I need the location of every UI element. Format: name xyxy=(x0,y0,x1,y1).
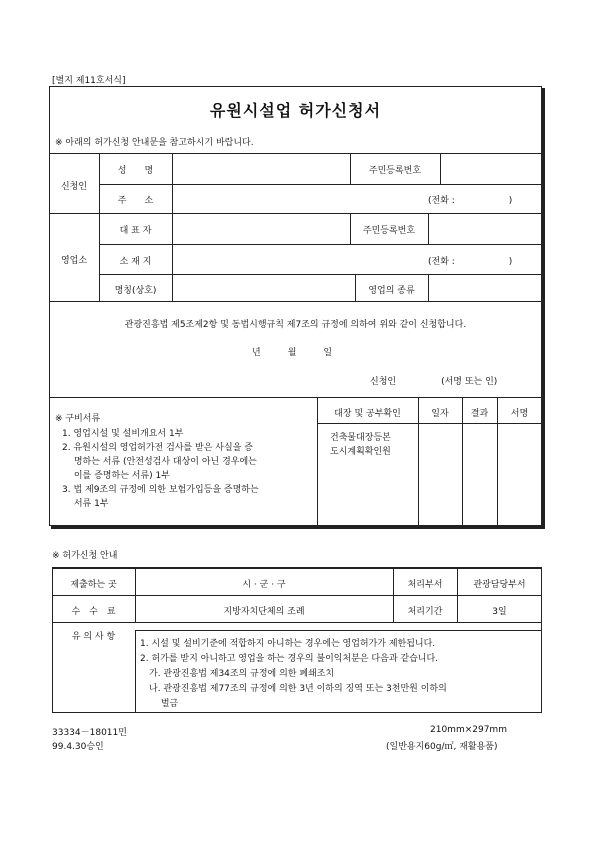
representative-label: 대 표 자 xyxy=(119,226,152,236)
notice-text: ※ 아래의 허가신청 안내문을 참고하시기 바랍니다. xyxy=(55,138,254,148)
document-item: 이를 증명하는 서류) 1부 xyxy=(62,471,170,481)
applicant-address-field[interactable] xyxy=(174,186,424,211)
statement-text: 관광진흥법 제5조제2항 및 동법시행규칙 제7조의 규정에 의하여 위와 같이 신청합니다. xyxy=(124,320,467,330)
form-code: [별지 제11호서식] xyxy=(52,76,126,86)
applicant-rrn-field[interactable] xyxy=(442,155,540,182)
business-rrn-field[interactable] xyxy=(430,215,540,242)
footer-paper-type: (일반용지60g/㎡, 재활용품) xyxy=(386,742,498,752)
business-name-label: 명칭(상호) xyxy=(114,286,157,296)
verify-col-date: 일자 xyxy=(431,409,449,419)
business-section-label: 영업소 xyxy=(60,256,88,266)
footer-approval: 99.4.30승인 xyxy=(52,742,104,752)
guide-submit-value: 시 · 군 · 구 xyxy=(242,580,286,590)
verify-item-building: 건축물대장등본 xyxy=(330,433,391,443)
guide-note: 2. 허가를 받지 아니하고 영업을 하는 경우의 불이익처분은 다음과 같습니다. xyxy=(140,654,439,664)
document-item: 1. 영업시설 및 설비개요서 1부 xyxy=(62,429,184,439)
business-type-label: 영업의 종류 xyxy=(368,286,415,296)
box-shadow-right xyxy=(542,88,545,528)
location-label: 소 재 지 xyxy=(119,257,152,267)
business-type-field[interactable] xyxy=(430,276,540,299)
verify-item-city-plan: 도시계획확인원 xyxy=(330,447,391,457)
guide-note: 나. 관광진흥법 제77조의 규정에 의한 3년 이하의 징역 또는 3천만원 이하의 xyxy=(140,684,447,694)
signature-line[interactable]: 신청인 (서명 또는 인) xyxy=(370,377,498,387)
location-field[interactable] xyxy=(174,246,424,272)
verify-col-sign: 서명 xyxy=(510,409,529,419)
business-phone[interactable]: (전화 : ) xyxy=(428,257,513,267)
date-line[interactable]: 년 월 일 xyxy=(252,348,333,358)
business-rrn-label: 주민등록번호 xyxy=(362,226,416,236)
verify-col-register: 대장 및 공부확인 xyxy=(334,409,401,419)
box-shadow-bottom xyxy=(51,526,545,529)
guide-dept-label: 처리부서 xyxy=(407,580,443,590)
document-item: 3. 법 제9조의 규정에 의한 보험가입등을 증명하는 xyxy=(62,485,259,495)
footer-paper-size: 210mm×297mm xyxy=(430,725,507,735)
page-title: 유원시설업 허가신청서 xyxy=(209,101,382,120)
address-label: 주 소 xyxy=(117,196,154,206)
document-item: 서류 1부 xyxy=(62,499,109,509)
verify-col-result: 결과 xyxy=(470,409,489,419)
applicant-section-label: 신청인 xyxy=(60,182,88,192)
guide-submit-label: 제출하는 곳 xyxy=(70,580,117,590)
document-item: 2. 유원시설의 영업허가전 검사를 받은 사실을 증 xyxy=(62,443,253,453)
documents-header: ※ 구비서류 xyxy=(55,414,101,424)
guide-period-label: 처리기간 xyxy=(407,607,443,617)
guide-header: ※ 허가신청 안내 xyxy=(52,551,118,561)
applicant-phone[interactable]: (전화 : ) xyxy=(428,196,513,206)
guide-period-value: 3일 xyxy=(492,607,507,617)
guide-dept-value: 관광담당부서 xyxy=(473,580,526,590)
document-item: 명하는 서류 (안전성검사 대상이 아닌 경우에는 xyxy=(62,457,257,467)
footer-code: 33334－18011민 xyxy=(52,728,127,738)
applicant-name-field[interactable] xyxy=(174,155,348,182)
business-name-field[interactable] xyxy=(174,276,353,299)
guide-notes-label: 유 의 사 항 xyxy=(71,632,116,642)
guide-fee-value: 지방자치단체의 조례 xyxy=(223,607,305,617)
guide-note: 벌금 xyxy=(140,699,179,709)
name-label: 성 명 xyxy=(117,166,154,176)
guide-fee-label: 수 수 료 xyxy=(71,607,116,617)
guide-note: 1. 시설 및 설비기준에 적합하지 아니하는 경우에는 영업허가가 제한됩니다. xyxy=(140,639,436,649)
guide-note: 가. 관광진흥법 제34조의 규정에 의한 폐쇄조치 xyxy=(140,669,335,679)
representative-field[interactable] xyxy=(174,215,348,242)
applicant-rrn-label: 주민등록번호 xyxy=(368,166,422,176)
